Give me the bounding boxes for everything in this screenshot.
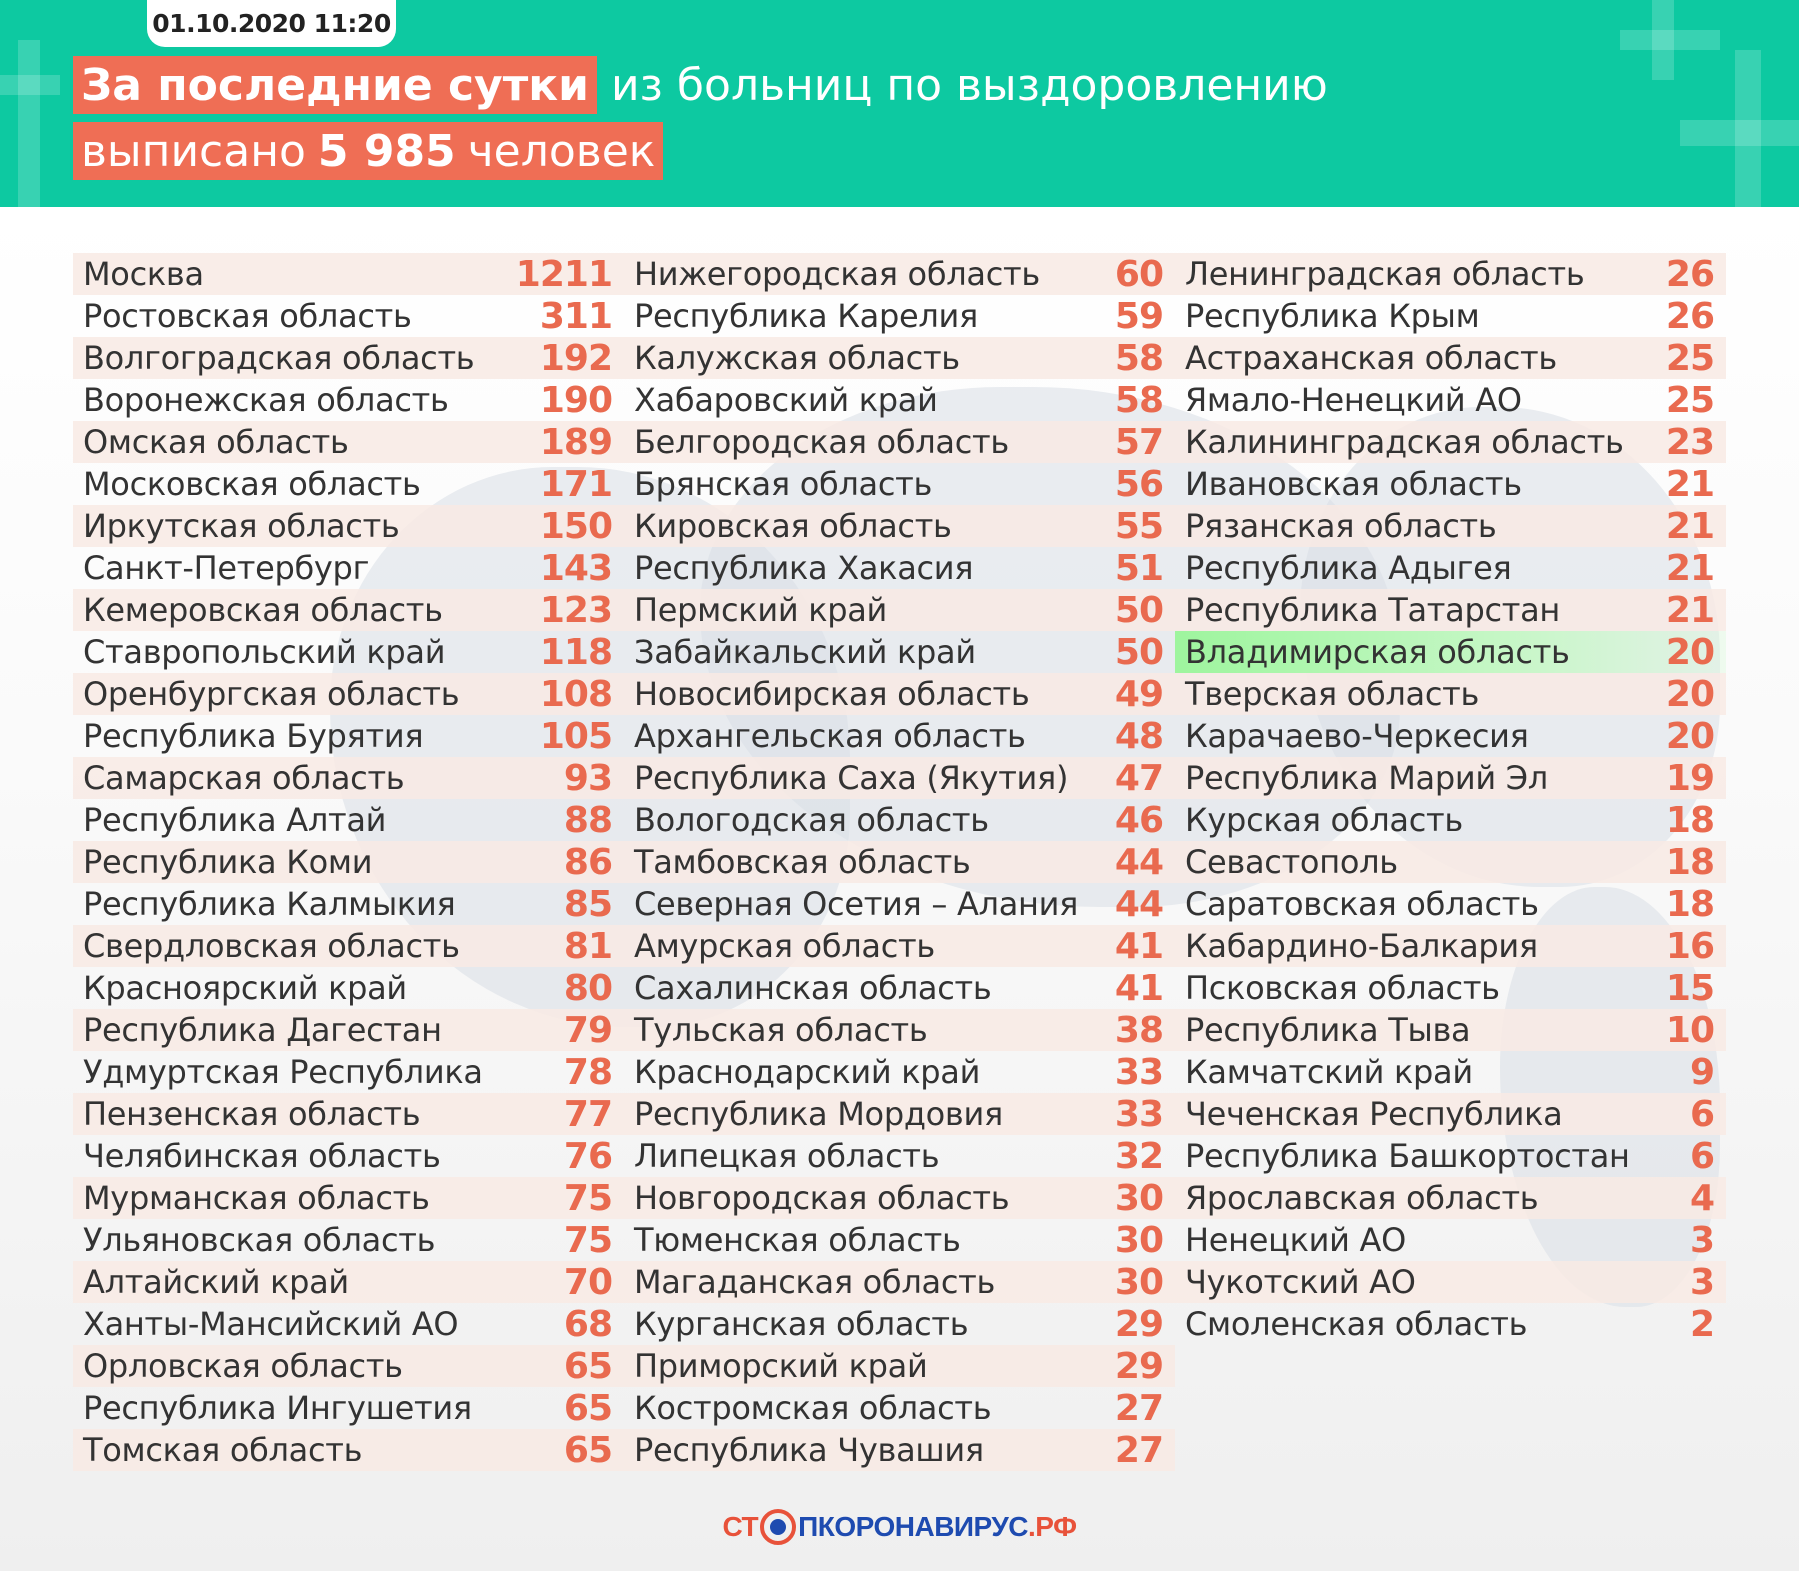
table-row	[624, 631, 1175, 673]
region-value: 70	[563, 1261, 612, 1303]
region-value: 21	[1665, 547, 1714, 589]
region-value: 75	[563, 1219, 612, 1261]
region-value: 16	[1665, 925, 1714, 967]
logo-part-1: СТ	[722, 1511, 759, 1542]
page-title	[73, 55, 1328, 115]
region-value: 3	[1689, 1219, 1714, 1261]
region-value: 32	[1114, 1135, 1163, 1177]
region-value: 33	[1114, 1051, 1163, 1093]
region-name: Республика Бурятия	[83, 717, 424, 755]
region-value: 18	[1665, 883, 1714, 925]
table-row	[1175, 1135, 1726, 1177]
table-row	[1175, 547, 1726, 589]
date-badge: 01.10.2020 11:20	[147, 0, 396, 47]
region-name: Тверская область	[1185, 675, 1480, 713]
region-value: 51	[1114, 547, 1163, 589]
table-row	[73, 967, 624, 1009]
table-row	[73, 925, 624, 967]
table-row	[624, 547, 1175, 589]
region-name: Липецкая область	[634, 1137, 940, 1175]
region-name: Омская область	[83, 423, 349, 461]
region-value: 10	[1665, 1009, 1714, 1051]
region-value: 6	[1689, 1093, 1714, 1135]
table-row	[73, 547, 624, 589]
region-value: 19	[1665, 757, 1714, 799]
region-value: 78	[563, 1051, 612, 1093]
region-value: 85	[563, 883, 612, 925]
subtitle-suffix: человек	[467, 125, 656, 177]
region-name: Костромская область	[634, 1389, 992, 1427]
table-row	[73, 505, 624, 547]
region-value: 6	[1689, 1135, 1714, 1177]
region-name: Калужская область	[634, 339, 960, 377]
region-value: 23	[1665, 421, 1714, 463]
region-value: 9	[1689, 1051, 1714, 1093]
table-row	[1175, 1093, 1726, 1135]
region-value: 41	[1114, 925, 1163, 967]
table-row	[73, 379, 624, 421]
region-name: Белгородская область	[634, 423, 1009, 461]
table-row	[73, 631, 624, 673]
region-value: 65	[563, 1429, 612, 1471]
table-row	[624, 463, 1175, 505]
region-value: 44	[1114, 841, 1163, 883]
region-name: Республика Тыва	[1185, 1011, 1471, 1049]
table-row	[1175, 799, 1726, 841]
table-row	[624, 1009, 1175, 1051]
region-name: Иркутская область	[83, 507, 400, 545]
title-highlight: За последние сутки	[73, 56, 597, 114]
region-value: 150	[539, 505, 612, 547]
table-row	[1175, 1009, 1726, 1051]
region-name: Ярославская область	[1185, 1179, 1539, 1217]
table-row	[1175, 379, 1726, 421]
table-row	[73, 673, 624, 715]
region-name: Орловская область	[83, 1347, 403, 1385]
region-name: Севастополь	[1185, 843, 1398, 881]
title-rest: из больниц по выздоровлению	[610, 59, 1328, 111]
page-subtitle	[73, 121, 663, 181]
region-value: 30	[1114, 1177, 1163, 1219]
region-name: Тюменская область	[634, 1221, 961, 1259]
table-row	[1175, 295, 1726, 337]
table-row	[73, 1345, 624, 1387]
region-value: 29	[1114, 1303, 1163, 1345]
region-name: Московская область	[83, 465, 421, 503]
table-row	[73, 295, 624, 337]
region-name: Камчатский край	[1185, 1053, 1473, 1091]
region-name: Курская область	[1185, 801, 1463, 839]
table-row	[624, 715, 1175, 757]
table-row	[73, 841, 624, 883]
main-content	[0, 207, 1799, 1571]
table-row	[73, 799, 624, 841]
region-name: Ненецкий АО	[1185, 1221, 1407, 1259]
region-name: Республика Марий Эл	[1185, 759, 1548, 797]
region-name: Республика Карелия	[634, 297, 978, 335]
table-row	[624, 841, 1175, 883]
table-row	[1175, 925, 1726, 967]
region-value: 56	[1114, 463, 1163, 505]
table-row	[1175, 1051, 1726, 1093]
region-value: 59	[1114, 295, 1163, 337]
region-value: 20	[1665, 631, 1714, 673]
table-row	[73, 1261, 624, 1303]
region-value: 65	[563, 1345, 612, 1387]
region-name: Нижегородская область	[634, 255, 1040, 293]
region-value: 26	[1665, 253, 1714, 295]
region-value: 33	[1114, 1093, 1163, 1135]
region-value: 80	[563, 967, 612, 1009]
region-name: Воронежская область	[83, 381, 449, 419]
region-value: 29	[1114, 1345, 1163, 1387]
table-row	[624, 295, 1175, 337]
table-row	[624, 757, 1175, 799]
region-name: Чукотский АО	[1185, 1263, 1416, 1301]
region-value: 50	[1114, 589, 1163, 631]
regions-column-1	[73, 253, 624, 1471]
region-value: 68	[563, 1303, 612, 1345]
table-row	[73, 463, 624, 505]
region-value: 76	[563, 1135, 612, 1177]
logo-part-3: .РФ	[1027, 1511, 1077, 1542]
region-name: Карачаево-Черкесия	[1185, 717, 1529, 755]
region-name: Пензенская область	[83, 1095, 421, 1133]
region-name: Тамбовская область	[634, 843, 971, 881]
region-value: 18	[1665, 799, 1714, 841]
region-value: 20	[1665, 715, 1714, 757]
region-name: Смоленская область	[1185, 1305, 1528, 1343]
region-name: Ямало-Ненецкий АО	[1185, 381, 1522, 419]
region-name: Республика Татарстан	[1185, 591, 1561, 629]
table-row	[73, 1387, 624, 1429]
header-banner	[0, 0, 1799, 207]
region-value: 79	[563, 1009, 612, 1051]
region-value: 190	[539, 379, 612, 421]
region-name: Республика Калмыкия	[83, 885, 456, 923]
region-value: 108	[539, 673, 612, 715]
region-name: Ивановская область	[1185, 465, 1522, 503]
region-name: Алтайский край	[83, 1263, 349, 1301]
region-name: Новосибирская область	[634, 675, 1030, 713]
region-value: 123	[539, 589, 612, 631]
region-value: 93	[563, 757, 612, 799]
region-value: 171	[539, 463, 612, 505]
region-name: Оренбургская область	[83, 675, 460, 713]
region-name: Кемеровская область	[83, 591, 443, 629]
table-row	[1175, 1303, 1726, 1345]
region-name: Брянская область	[634, 465, 933, 503]
table-row	[624, 421, 1175, 463]
table-row	[624, 589, 1175, 631]
region-name: Хабаровский край	[634, 381, 938, 419]
table-row	[1175, 421, 1726, 463]
region-name: Забайкальский край	[634, 633, 976, 671]
table-row	[624, 1135, 1175, 1177]
table-row	[624, 1177, 1175, 1219]
table-row	[1175, 757, 1726, 799]
table-row	[624, 883, 1175, 925]
region-name: Владимирская область	[1185, 633, 1570, 671]
region-name: Республика Коми	[83, 843, 373, 881]
region-name: Северная Осетия – Алания	[634, 885, 1079, 923]
region-name: Новгородская область	[634, 1179, 1010, 1217]
table-row	[73, 253, 624, 295]
region-name: Тульская область	[634, 1011, 928, 1049]
region-name: Чеченская Республика	[1185, 1095, 1563, 1133]
region-name: Псковская область	[1185, 969, 1500, 1007]
regions-column-2	[624, 253, 1175, 1471]
table-row	[624, 1093, 1175, 1135]
region-name: Республика Алтай	[83, 801, 387, 839]
table-row	[624, 505, 1175, 547]
region-value: 81	[563, 925, 612, 967]
region-name: Мурманская область	[83, 1179, 430, 1217]
table-row	[624, 967, 1175, 1009]
table-row	[1175, 1219, 1726, 1261]
region-name: Амурская область	[634, 927, 935, 965]
region-value: 88	[563, 799, 612, 841]
table-row	[73, 757, 624, 799]
region-value: 25	[1665, 337, 1714, 379]
table-row	[1175, 715, 1726, 757]
region-name: Ульяновская область	[83, 1221, 436, 1259]
table-row	[624, 253, 1175, 295]
region-name: Ханты-Мансийский АО	[83, 1305, 459, 1343]
region-name: Республика Адыгея	[1185, 549, 1512, 587]
region-name: Республика Мордовия	[634, 1095, 1003, 1133]
table-row	[73, 1051, 624, 1093]
subtitle-number: 5 985	[317, 125, 456, 177]
table-row	[1175, 841, 1726, 883]
region-name: Кабардино-Балкария	[1185, 927, 1538, 965]
table-row	[73, 421, 624, 463]
region-value: 105	[539, 715, 612, 757]
table-row	[1175, 1261, 1726, 1303]
subtitle-box	[73, 122, 663, 180]
region-name: Калининградская область	[1185, 423, 1624, 461]
table-row	[1175, 1177, 1726, 1219]
region-value: 2	[1689, 1303, 1714, 1345]
region-name: Вологодская область	[634, 801, 989, 839]
region-value: 26	[1665, 295, 1714, 337]
table-row	[73, 1219, 624, 1261]
region-value: 44	[1114, 883, 1163, 925]
region-value: 21	[1665, 589, 1714, 631]
region-name: Москва	[83, 255, 204, 293]
region-name: Республика Хакасия	[634, 549, 974, 587]
table-row	[624, 1387, 1175, 1429]
region-name: Республика Крым	[1185, 297, 1480, 335]
region-value: 143	[539, 547, 612, 589]
table-row	[1175, 337, 1726, 379]
region-value: 60	[1114, 253, 1163, 295]
region-name: Краснодарский край	[634, 1053, 981, 1091]
subtitle-prefix: выписано	[81, 125, 306, 177]
table-row	[73, 1093, 624, 1135]
table-row	[73, 337, 624, 379]
region-value: 189	[539, 421, 612, 463]
region-value: 20	[1665, 673, 1714, 715]
region-name: Рязанская область	[1185, 507, 1497, 545]
table-row	[624, 673, 1175, 715]
table-row	[73, 1429, 624, 1471]
table-row	[624, 799, 1175, 841]
table-row	[73, 715, 624, 757]
table-row	[1175, 463, 1726, 505]
region-name: Республика Башкортостан	[1185, 1137, 1630, 1175]
region-value: 77	[563, 1093, 612, 1135]
table-row	[1175, 883, 1726, 925]
region-name: Приморский край	[634, 1347, 928, 1385]
region-name: Курганская область	[634, 1305, 969, 1343]
table-row	[1175, 673, 1726, 715]
region-value: 86	[563, 841, 612, 883]
region-name: Республика Чувашия	[634, 1431, 984, 1469]
region-value: 47	[1114, 757, 1163, 799]
region-value: 30	[1114, 1219, 1163, 1261]
region-name: Пермский край	[634, 591, 888, 629]
region-value: 15	[1665, 967, 1714, 1009]
region-value: 55	[1114, 505, 1163, 547]
region-value: 4	[1689, 1177, 1714, 1219]
table-row	[624, 1303, 1175, 1345]
table-row	[1175, 589, 1726, 631]
region-value: 57	[1114, 421, 1163, 463]
regions-column-3	[1175, 253, 1726, 1345]
region-value: 192	[539, 337, 612, 379]
table-row	[73, 1303, 624, 1345]
region-name: Ленинградская область	[1185, 255, 1585, 293]
plus-decoration	[18, 40, 40, 207]
table-row	[73, 1177, 624, 1219]
region-value: 48	[1114, 715, 1163, 757]
virus-icon	[760, 1509, 796, 1545]
region-value: 75	[563, 1177, 612, 1219]
table-row	[624, 1219, 1175, 1261]
region-name: Томская область	[83, 1431, 363, 1469]
region-name: Ростовская область	[83, 297, 412, 335]
table-row	[624, 337, 1175, 379]
region-name: Волгоградская область	[83, 339, 475, 377]
region-name: Магаданская область	[634, 1263, 996, 1301]
region-name: Республика Ингушетия	[83, 1389, 472, 1427]
table-row	[624, 379, 1175, 421]
table-row	[624, 1429, 1175, 1471]
footer-logo	[0, 1507, 1799, 1547]
table-row	[1175, 253, 1726, 295]
region-value: 311	[539, 295, 612, 337]
region-value: 21	[1665, 463, 1714, 505]
region-value: 58	[1114, 379, 1163, 421]
region-name: Челябинская область	[83, 1137, 441, 1175]
plus-decoration	[1735, 50, 1761, 207]
table-row	[624, 1345, 1175, 1387]
region-value: 21	[1665, 505, 1714, 547]
region-value: 18	[1665, 841, 1714, 883]
region-name: Санкт-Петербург	[83, 549, 370, 587]
region-value: 38	[1114, 1009, 1163, 1051]
table-row	[73, 883, 624, 925]
region-value: 58	[1114, 337, 1163, 379]
table-row	[624, 1261, 1175, 1303]
region-value: 25	[1665, 379, 1714, 421]
region-value: 46	[1114, 799, 1163, 841]
region-value: 49	[1114, 673, 1163, 715]
table-row	[1175, 967, 1726, 1009]
region-value: 50	[1114, 631, 1163, 673]
region-name: Удмуртская Республика	[83, 1053, 483, 1091]
region-value: 27	[1114, 1387, 1163, 1429]
table-row	[624, 925, 1175, 967]
plus-decoration	[1652, 0, 1674, 80]
region-value: 41	[1114, 967, 1163, 1009]
region-name: Самарская область	[83, 759, 405, 797]
region-name: Республика Саха (Якутия)	[634, 759, 1069, 797]
region-value: 118	[539, 631, 612, 673]
region-value: 30	[1114, 1261, 1163, 1303]
table-row	[73, 1009, 624, 1051]
region-name: Кировская область	[634, 507, 952, 545]
region-name: Ставропольский край	[83, 633, 446, 671]
table-row	[624, 1051, 1175, 1093]
region-name: Красноярский край	[83, 969, 407, 1007]
table-row	[73, 1135, 624, 1177]
region-value: 27	[1114, 1429, 1163, 1471]
region-name: Саратовская область	[1185, 885, 1539, 923]
region-name: Сахалинская область	[634, 969, 992, 1007]
region-name: Свердловская область	[83, 927, 460, 965]
table-row	[73, 589, 624, 631]
region-name: Архангельская область	[634, 717, 1026, 755]
table-row	[1175, 631, 1726, 673]
region-name: Астраханская область	[1185, 339, 1557, 377]
region-value: 3	[1689, 1261, 1714, 1303]
table-row	[1175, 505, 1726, 547]
region-name: Республика Дагестан	[83, 1011, 442, 1049]
logo-part-2: ПКОРОНАВИРУС	[798, 1511, 1028, 1542]
region-value: 1211	[515, 253, 612, 295]
region-value: 65	[563, 1387, 612, 1429]
